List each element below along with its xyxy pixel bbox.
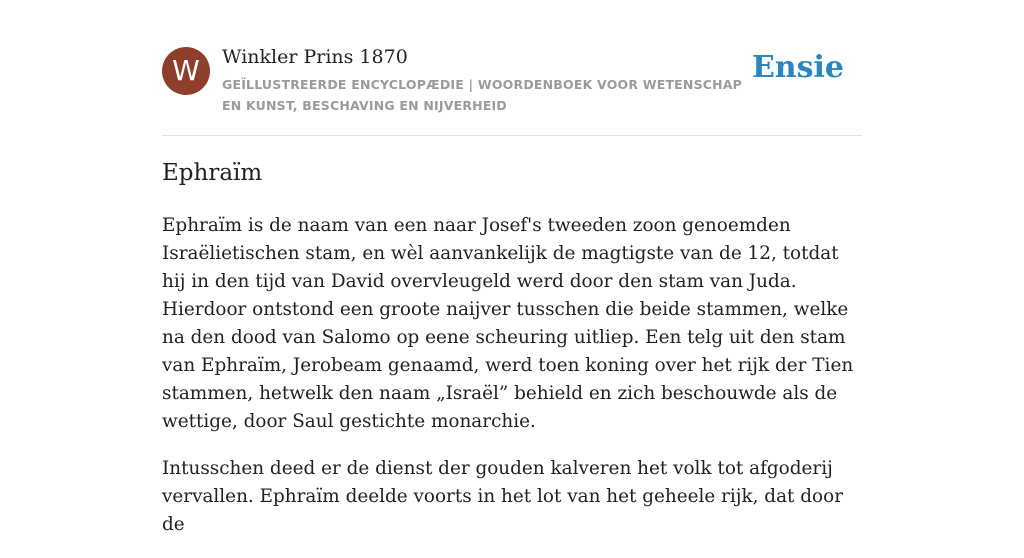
entry-paragraph-2: Intusschen deed er de dienst der gouden kalveren het volk tot afgoderij vervallen. Ephraïm deelde voorts in het lot van het geheele rijk, dat door de: [162, 458, 843, 535]
source-header: [162, 46, 862, 116]
source-avatar[interactable]: W: [162, 47, 210, 95]
entry-body: [162, 212, 867, 558]
header-divider: [162, 135, 862, 136]
entry-paragraph-1: Ephraïm is de naam van een naar Josef's tweeden zoon genoemden Israëlietischen stam, en wèl aanvankelijk de magtigste van de 12, totdat hij in den tijd van David overvleugeld werd door den stam van Juda. Hierdoor ontstond een groote naijver tusschen die beide stammen, welke na den dood van Salomo op eene scheuring uitliep. Een telg uit den stam van Ephraïm, Jerobeam genaamd, werd toen koning over het rijk der Tien stammen, hetwelk den naam „Israël” behield en zich beschouwde als de wettige, door Saul gestichte monarchie.: [162, 215, 854, 432]
source-subtitle: GEÏLLUSTREERDE ENCYCLOPÆDIE | WOORDENBOEK VOOR WETENSCHAP EN KUNST, BESCHAVING EN NIJVERHEID: [222, 77, 743, 113]
ensie-logo[interactable]: Ensie: [751, 50, 844, 85]
entry-title: Ephraïm: [162, 160, 263, 186]
source-title-link[interactable]: Winkler Prins 1870: [222, 46, 408, 68]
